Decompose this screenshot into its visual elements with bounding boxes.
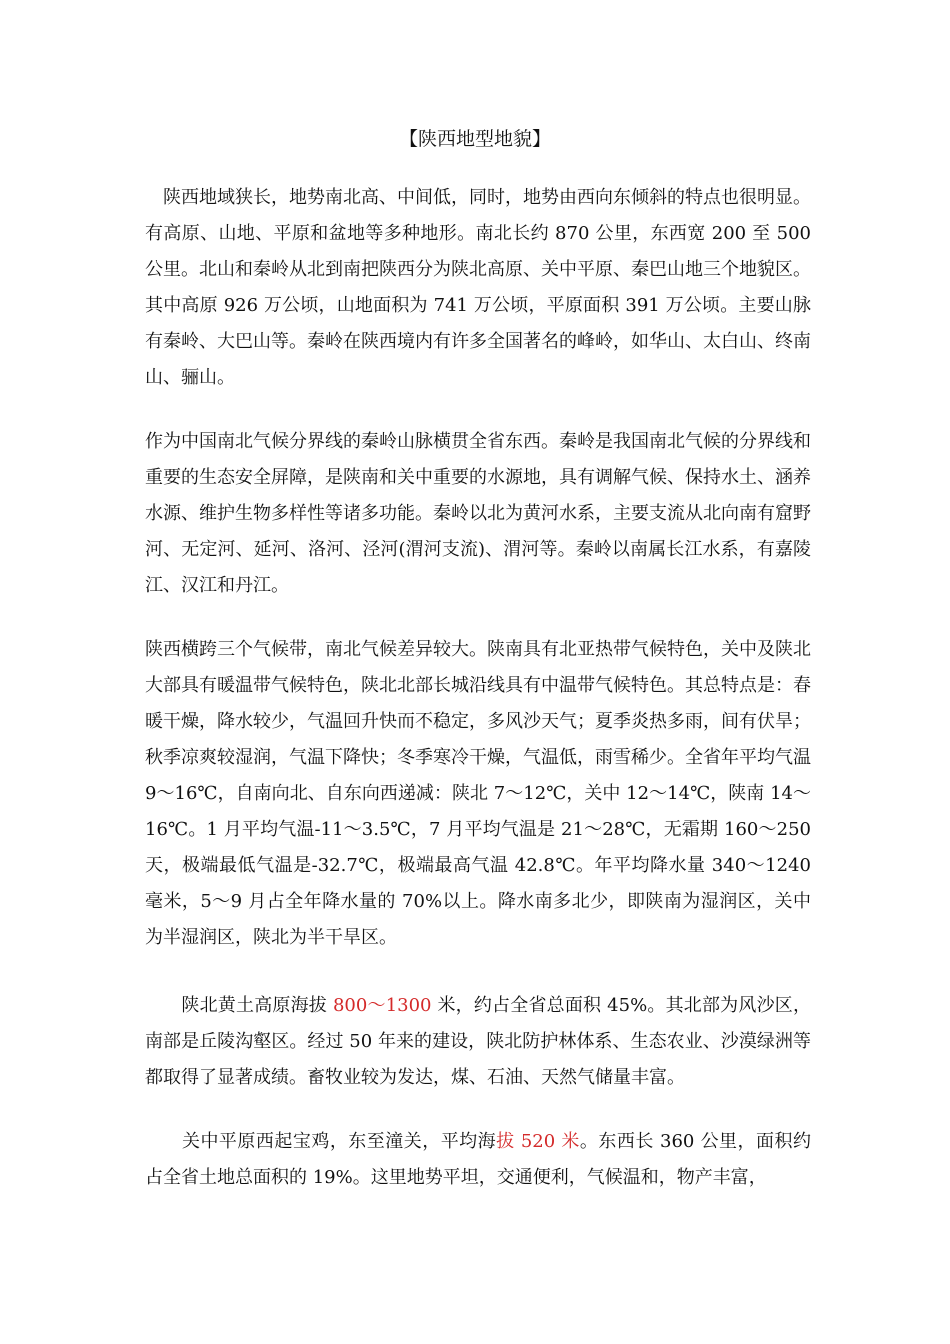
highlighted-elevation: 拔 520 米	[496, 1131, 580, 1152]
document-title: 【陕西地型地貌】	[398, 128, 551, 150]
paragraph-guanzhong	[145, 1124, 811, 1196]
paragraph-text: 陕北黄土高原海拔	[145, 995, 333, 1016]
paragraph-text: 米，约占全省总面积 45%。其北部为风沙区，南部是丘陵沟壑区。经过 50 年来的建设，陕北防护林体系、生态农业、沙漠绿洲等都取得了显著成绩。畜牧业较为发达，煤、石油、天然气储量丰富。	[145, 995, 811, 1088]
paragraph-shaanbei	[145, 988, 811, 1096]
paragraph-climate: 陕西横跨三个气候带，南北气候差异较大。陕南具有北亚热带气候特色，关中及陕北大部具有暖温带气候特色，陕北北部长城沿线具有中温带气候特色。其总特点是：春暖干燥，降水较少，气温回升快而不稳定，多风沙天气；夏季炎热多雨，间有伏旱；秋季凉爽较湿润，气温下降快；冬季寒冷干燥，气温低，雨雪稀少。全省年平均气温 9～16℃，自南向北、自东向西递减：陕北 7～12℃，关中 12～14℃，陕南 14～16℃。1 月平均气温-11～3.5℃，7 月平均气温是 21～28℃，无霜期 160～250 天，极端最低气温是-32.7℃，极端最高气温 42.8℃。年平均降水量 340～1240 毫米，5～9 月占全年降水量的 70%以上。降水南多北少，即陕南为湿润区，关中为半湿润区，陕北为半干旱区。	[145, 639, 811, 948]
paragraph-text: 。东西长 360 公里，面积约占全省土地总面积的 19%。这里地势平坦，交通便利，气候温和，物产丰富，	[145, 1131, 811, 1188]
highlighted-elevation: 800～1300	[332, 995, 432, 1016]
paragraph-qinling: 作为中国南北气候分界线的秦岭山脉横贯全省东西。秦岭是我国南北气候的分界线和重要的生态安全屏障，是陕南和关中重要的水源地，具有调解气候、保持水土、涵养水源、维护生物多样性等诸多功能。秦岭以北为黄河水系，主要支流从北向南有窟野河、无定河、延河、洛河、泾河(渭河支流)、渭河等。秦岭以南属长江水系，有嘉陵江、汉江和丹江。	[145, 431, 811, 596]
paragraph-terrain: 陕西地域狭长，地势南北高、中间低，同时，地势由西向东倾斜的特点也很明显。有高原、山地、平原和盆地等多种地形。南北长约 870 公里，东西宽 200 至 500 公里。北山和秦岭从北到南把陕西分为陕北高原、关中平原、秦巴山地三个地貌区。其中高原 926 万公顷，山地面积为 741 万公顷，平原面积 391 万公顷。主要山脉有秦岭、大巴山等。秦岭在陕西境内有许多全国著名的峰岭，如华山、太白山、终南山、骊山。	[145, 187, 811, 388]
paragraph-text: 关中平原西起宝鸡，东至潼关，平均海	[145, 1131, 497, 1152]
